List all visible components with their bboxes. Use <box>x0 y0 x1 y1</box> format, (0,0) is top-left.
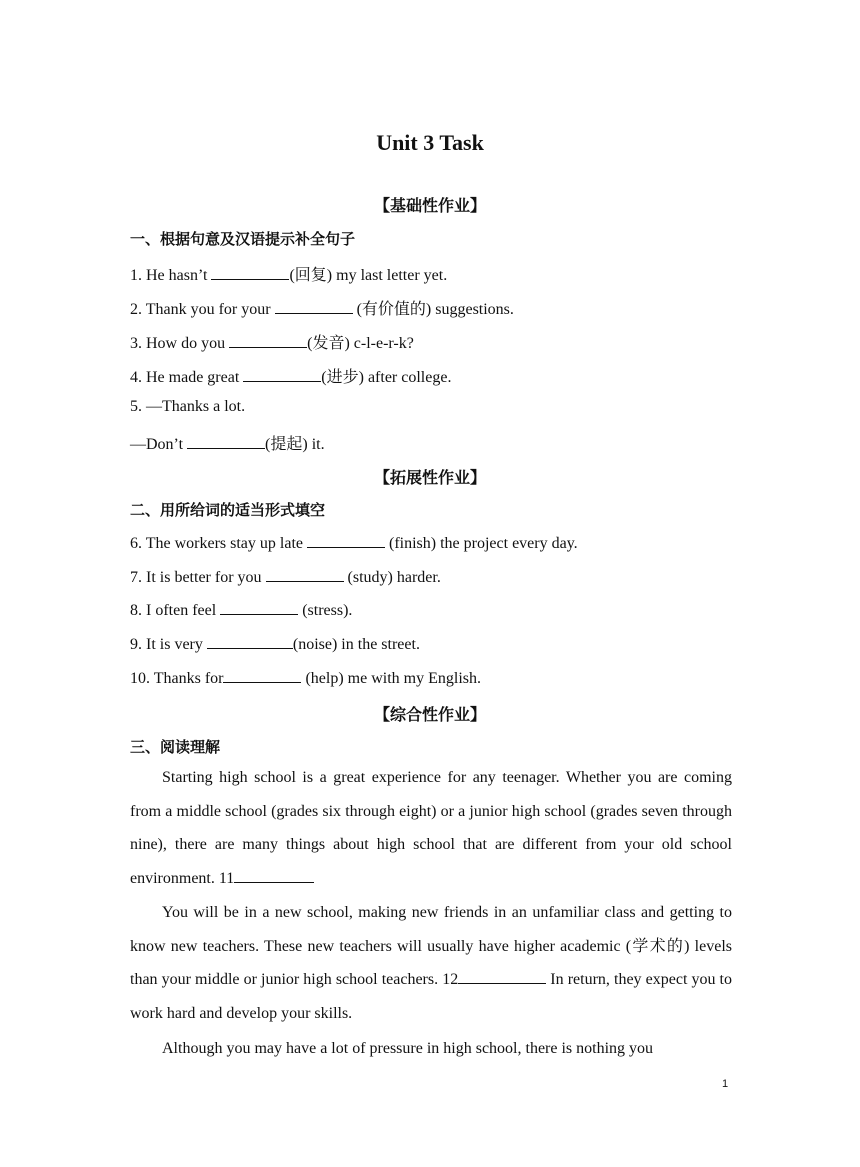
item-text: —Don’t <box>130 436 188 453</box>
item-text: 9. It is very <box>130 636 207 653</box>
answer-blank[interactable] <box>266 567 344 582</box>
paragraph-text: In return, they expect you to work hard and develop your skills. <box>130 971 733 1023</box>
paragraph-text: Although you may have a lot of pressure in high school, there is nothing you <box>162 1040 654 1057</box>
item-text: 2. Thank you for your <box>130 301 275 318</box>
item-text: (回复) my last letter yet. <box>289 267 448 284</box>
paragraph-text: You will be in a new school, making new friends in an unfamiliar class and getting to know new teachers. These new teachers will usually have higher academic (学术的) levels than your middle or junior high school teachers. 12 <box>130 904 732 989</box>
item-text: 6. The workers stay up late <box>130 535 307 552</box>
reading-paragraph <box>130 1032 732 1066</box>
exercise-item <box>130 634 420 654</box>
section-label-comprehensive: 【综合性作业】 <box>373 707 486 724</box>
answer-blank[interactable] <box>234 868 314 883</box>
exercise-item <box>130 431 325 454</box>
answer-blank[interactable] <box>207 634 293 649</box>
item-text: (进步) after college. <box>321 369 452 386</box>
exercise-item <box>130 262 447 285</box>
item-text: (study) harder. <box>343 569 441 586</box>
item-text: 7. It is better for you <box>130 569 266 586</box>
answer-blank[interactable] <box>229 333 307 348</box>
item-text: 8. I often feel <box>130 602 221 619</box>
exercise-item <box>130 398 245 416</box>
document-title: Unit 3 Task <box>376 130 484 155</box>
exercise-item <box>130 296 514 319</box>
item-text: (发音) c-l-e-r-k? <box>307 335 414 352</box>
item-text: (stress). <box>298 602 353 619</box>
exercise-item <box>130 364 451 387</box>
reading-paragraph <box>130 896 732 1031</box>
exercise-item <box>130 600 352 620</box>
answer-blank[interactable] <box>458 969 546 984</box>
section-heading-basic: 一、根据句意及汉语提示补全句子 <box>130 230 356 248</box>
answer-blank[interactable] <box>220 600 298 615</box>
exercise-item <box>130 330 414 353</box>
item-text: (help) me with my English. <box>301 670 481 687</box>
item-text: (提起) it. <box>265 436 325 453</box>
item-text: 4. He made great <box>130 369 244 386</box>
section-heading-comprehensive: 三、阅读理解 <box>130 738 221 756</box>
item-text: 5. —Thanks a lot. <box>130 398 246 415</box>
section-label-basic: 【基础性作业】 <box>373 198 486 215</box>
answer-blank[interactable] <box>275 299 353 314</box>
section-label-extended: 【拓展性作业】 <box>373 470 486 487</box>
answer-blank[interactable] <box>223 668 301 683</box>
item-text: 10. Thanks for <box>130 670 224 687</box>
item-text: 1. He hasn’t <box>130 267 212 284</box>
exercise-item <box>130 533 578 553</box>
reading-paragraph <box>130 761 732 896</box>
paragraph-text: Starting high school is a great experience for any teenager. Whether you are coming from a middle school (grades six through eight) or a junior high school (grades seven through nine), there are many things about high school that are different from your old school environment. 11 <box>130 769 732 888</box>
item-text: 3. How do you <box>130 335 230 352</box>
answer-blank[interactable] <box>211 265 289 280</box>
exercise-item <box>130 668 481 688</box>
section-heading-extended: 二、用所给词的适当形式填空 <box>130 501 326 519</box>
answer-blank[interactable] <box>187 434 265 449</box>
exercise-item <box>130 567 441 587</box>
answer-blank[interactable] <box>243 367 321 382</box>
item-text: (finish) the project every day. <box>385 535 578 552</box>
answer-blank[interactable] <box>307 533 385 548</box>
item-text: (有价值的) suggestions. <box>352 301 514 318</box>
item-text: (noise) in the street. <box>292 636 420 653</box>
page-number: 1 <box>722 1078 729 1090</box>
